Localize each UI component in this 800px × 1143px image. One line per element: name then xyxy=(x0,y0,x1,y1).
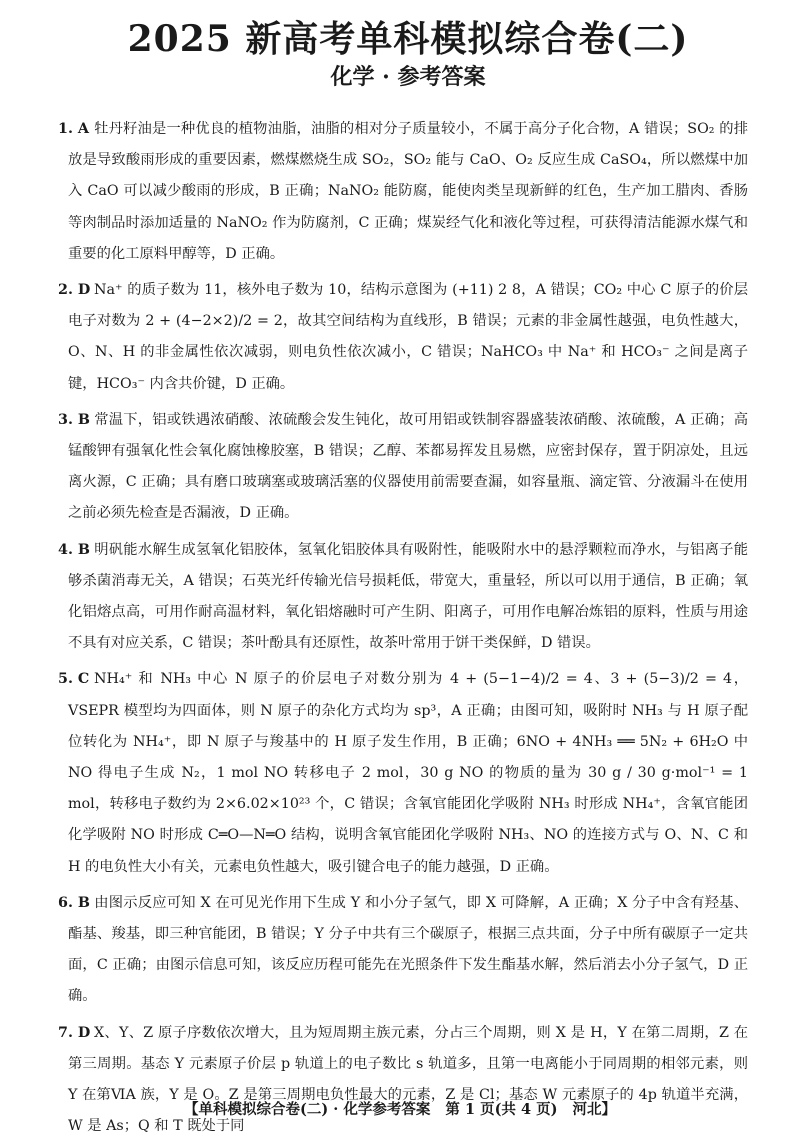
footer-source: 【单科模拟综合卷(二) · 化学参考答案 xyxy=(183,1101,431,1118)
answer-explanation: Na⁺ 的质子数为 11，核外电子数为 10，结构示意图为 (+11) 2 8，A 错误；CO₂ 中心 C 原子的价层电子对数为 2 + (4−2×2)/2 = 2，故其空间结构为直线形，B 错误；元素的非金属性越强，电负性越大，O、N、H 的非金属性依次减弱，则电负性依次减小，C 错误；NaHCO₃ 中 Na⁺ 和 HCO₃⁻ 之间是离子键，HCO₃⁻ 内含共价键，D 正确。 xyxy=(68,282,748,392)
page-title: 2025 新高考单科模拟综合卷(二) xyxy=(127,18,689,60)
answer-explanation: 牡丹籽油是一种优良的植物油脂，油脂的相对分子质量较小，不属于高分子化合物，A 错误；SO₂ 的排放是导致酸雨形成的重要因素，燃煤燃烧生成 SO₂，SO₂ 能与 CaO、O₂ 反应生成 CaSO₄，所以燃煤中加入 CaO 可以减少酸雨的形成，B 正确；NaNO₂ 能防腐，能使肉类呈现新鲜的红色，生产加工腊肉、香肠等肉制品时添加适量的 NaNO₂ 作为防腐剂，C 正确；煤炭经气化和液化等过程，可获得清洁能源水煤气和重要的化工原料甲醇等，D 正确。 xyxy=(68,121,748,262)
answer-item-1 xyxy=(58,114,748,270)
page-subtitle: 化学 · 参考答案 xyxy=(330,64,486,90)
answer-explanation: 常温下，铝或铁遇浓硝酸、浓硫酸会发生钝化，故可用铝或铁制容器盛装浓硝酸、浓硫酸，A 正确；高锰酸钾有强氧化性会氧化腐蚀橡胶塞，B 错误；乙醇、苯都易挥发且易燃，应密封保存，置于阴凉处，且远离火源，C 正确；具有磨口玻璃塞或玻璃活塞的仪器使用前需要查漏，如容量瓶、滴定管、分液漏斗在使用之前必须先检查是否漏液，D 正确。 xyxy=(68,411,748,522)
answer-number: 1. A xyxy=(58,121,89,137)
answer-item-2 xyxy=(58,275,748,400)
answer-explanation: X、Y、Z 原子序数依次增大，且为短周期主族元素，分占三个周期，则 X 是 H，Y 在第二周期，Z 在第三周期。基态 Y 元素原子价层 p 轨道上的电子数比 s 轨道多，且第一电离能小于同周期的相邻元素，则 Y 在第ⅥA 族，Y 是 O。Z 是第三周期电负性最大的元素，Z 是 Cl；基态 W 元素原子的 4p 轨道半充满，W 是 As；Q 和 T 既处于同 xyxy=(68,1024,748,1135)
answer-number: 7. D xyxy=(58,1024,91,1041)
answer-number: 6. B xyxy=(58,894,90,911)
answer-number: 2. D xyxy=(58,282,91,299)
answer-explanation: 明矾能水解生成氢氧化铝胶体，氢氧化铝胶体具有吸附性，能吸附水中的悬浮颗粒而净水，与铝离子能够杀菌消毒无关，A 错误；石英光纤传输光信号损耗低，带宽大，重量轻，所以可以用于通信，B 正确；氧化铝熔点高，可用作耐高温材料，氧化铝熔融时可产生阴、阳离子，可用作电解冶炼铝的原料，性质与用途不具有对应关系，C 错误；茶叶酚具有还原性，故茶叶常用于饼干类保鲜，D 错误。 xyxy=(68,541,748,652)
answer-item-6 xyxy=(58,888,748,1013)
footer-page-number: 第 1 页(共 4 页) xyxy=(445,1101,558,1118)
page-footer xyxy=(0,1098,800,1119)
answer-explanation: NH₄⁺ 和 NH₃ 中心 N 原子的价层电子对数分别为 4 + (5−1−4)/2 = 4、3 + (5−3)/2 = 4，VSEPR 模型均为四面体，则 N 原子的杂化方式均为 sp³，A 正确；由图可知，吸附时 NH₃ 与 H 原子配位转化为 NH₄⁺，即 N 原子与羧基中的 H 原子发生作用，B 正确；6NO + 4NH₃ ══ 5N₂ + 6H₂O 中 NO 得电子生成 N₂，1 mol NO 转移电子 2 mol，30 g NO 的物质的量为 30 g / 30 g·mol⁻¹ = 1 mol，转移电子数约为 2×6.02×10²³ 个，C 错误；含氧官能团化学吸附 NH₃ 时形成 NH₄⁺，含氧官能团化学吸附 NO 时形成 C═O—N═O 结构，说明含氧官能团化学吸附 NH₃、NO 的连接方式与 O、N、C 和 H 的电负性大小有关，元素电负性越大，吸引键合电子的能力越强，D 正确。 xyxy=(68,671,748,875)
answer-number: 4. B xyxy=(58,541,90,558)
answer-item-3 xyxy=(58,405,748,530)
answer-explanation: 由图示反应可知 X 在可见光作用下生成 Y 和小分子氢气，即 X 可降解，A 正确；X 分子中含有羟基、酯基、羧基，即三种官能团，B 错误；Y 分子中共有三个碳原子，根据三点共面，分子中所有碳原子一定共面，C 正确；由图示信息可知，该反应历程可能先在光照条件下发生酯基水解，然后消去小分子氢气，D 正确。 xyxy=(68,894,748,1005)
answer-item-7 xyxy=(58,1018,748,1143)
answer-list xyxy=(58,114,748,1143)
answer-item-5 xyxy=(58,664,748,882)
answer-number: 5. C xyxy=(58,671,90,688)
answer-number: 3. B xyxy=(58,411,90,428)
footer-region: 河北】 xyxy=(572,1101,617,1118)
answer-item-4 xyxy=(58,535,748,660)
